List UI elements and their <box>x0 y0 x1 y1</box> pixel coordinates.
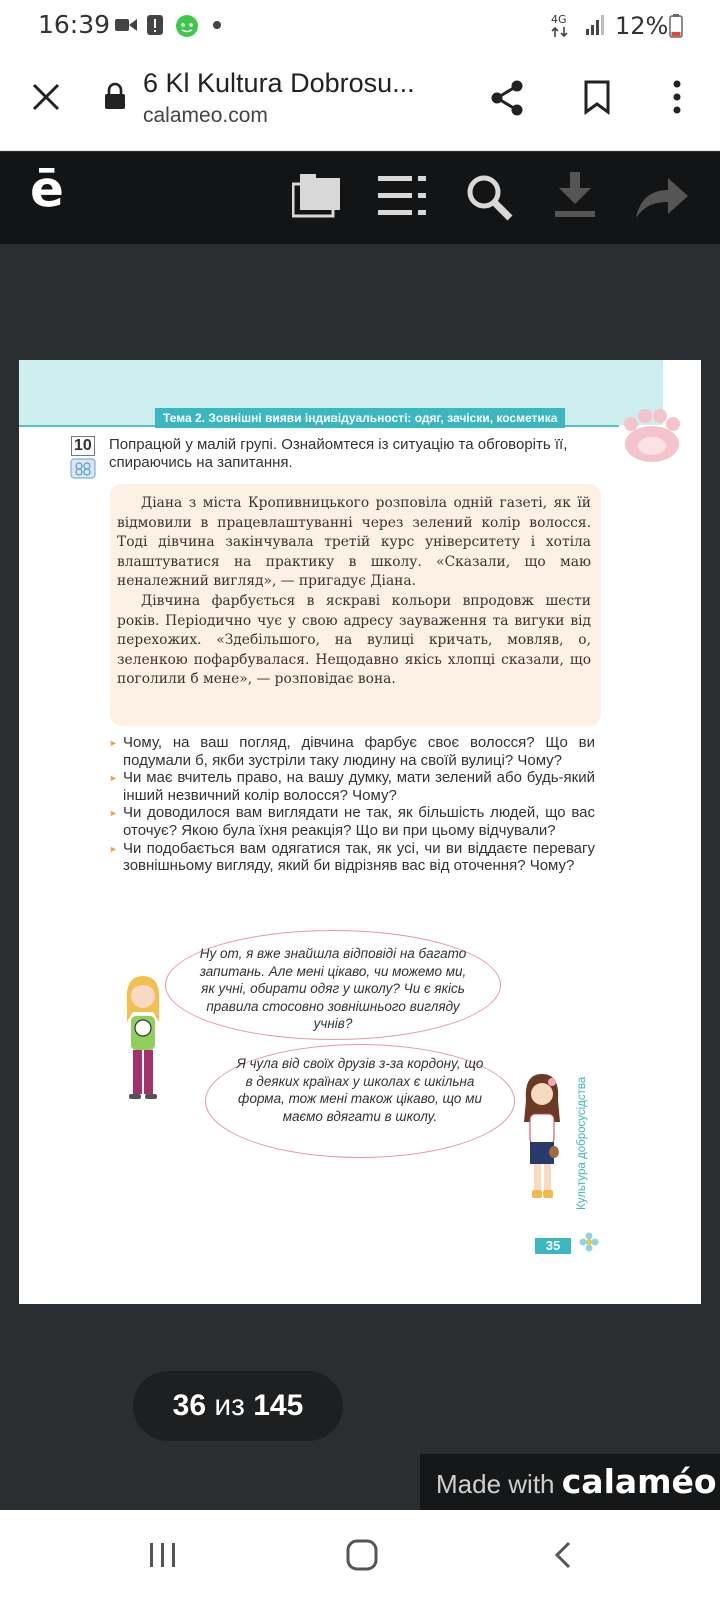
menu-icon[interactable] <box>378 176 428 216</box>
recent-apps-icon[interactable] <box>148 1540 178 1570</box>
library-icon[interactable] <box>292 174 342 218</box>
calameo-logo[interactable]: ē <box>30 160 64 218</box>
video-icon <box>115 17 137 33</box>
back-icon[interactable] <box>552 1540 574 1570</box>
page-title[interactable]: 6 Kl Kultura Dobrosu... <box>143 68 415 98</box>
more-options-icon[interactable] <box>672 80 682 114</box>
share-icon[interactable] <box>489 79 525 117</box>
brunette-girl-illustration <box>514 1070 570 1206</box>
android-face-icon <box>174 12 200 38</box>
search-icon[interactable] <box>466 174 514 222</box>
story-paragraph: Дівчина фарбується в яскраві кольори впродовж шести років. Періодично чує у свою адресу зауваження та вигуки від перехожих. «Здебільшого, на вулиці кричать, мовляв, о, зеленкою пофарбувалася. Нещодавно якісь хлопці сказали, що поголили б мене», — розповідає вона. <box>117 592 591 688</box>
home-icon[interactable] <box>346 1539 378 1571</box>
page-counter[interactable] <box>133 1371 343 1441</box>
story-text <box>117 494 591 690</box>
page-number: 35 <box>535 1238 571 1254</box>
calameo-brand: calaméo <box>561 1462 717 1501</box>
theme-header: Тема 2. Зовнішні вияви індивідуальності: одяг, зачіски, косметика <box>155 408 565 428</box>
system-nav-bar <box>0 1510 720 1600</box>
counter-separator: из <box>214 1389 245 1422</box>
made-with-label: Made with <box>436 1469 555 1499</box>
network-type: 4G <box>551 13 567 26</box>
task-intro: Попрацюй у малій групі. Ознайомтеся із ситуацію та обговоріть її, спираючись на запитання. <box>109 436 568 471</box>
group-work-icon <box>69 456 99 482</box>
browser-bar <box>0 52 720 151</box>
current-page: 36 <box>172 1389 207 1422</box>
question-item: ► Чи має вчитель право, на вашу думку, мати зелений або будь-який інший незвичний колір волосся? Чому? <box>109 769 595 804</box>
question-item: ► Чи подобається вам одягатися так, як усі, чи ви віддаєте перевагу зовнішньому вигляду, який би відрізняв вас від оточення? Чому? <box>109 840 595 875</box>
status-bar <box>0 0 720 52</box>
battery-icon <box>669 14 683 38</box>
question-list <box>109 734 595 875</box>
close-icon[interactable] <box>31 82 61 112</box>
download-icon[interactable] <box>555 172 595 218</box>
forward-share-icon[interactable] <box>636 176 688 218</box>
speech-bubble-1: Ну от, я вже знайшла відповіді на багато запитань. Але мені цікаво, чи можемо ми, як учні, обирати одяг у школу? Чи є якісь правила стосовно зовнішнього вигляду учнів? <box>165 930 501 1040</box>
paw-sticker-icon <box>617 404 687 466</box>
alert-icon <box>146 14 164 36</box>
question-item: ► Чому, на ваш погляд, дівчина фарбує своє волосся? Що ви подумали б, якби зустріли таку людину на своїй вулиці? Чому? <box>109 734 595 769</box>
speech-bubble-2: Я чула від своїх друзів з-за кордону, що в деяких країнах у школах є шкільна форма, тож мені також цікаво, що ми маємо вдягати в школу. <box>205 1044 515 1158</box>
side-label: Культура добросусідства <box>576 1076 588 1210</box>
total-pages: 145 <box>253 1389 304 1422</box>
signal-icon <box>586 14 606 36</box>
status-time: 16:39 <box>38 10 111 39</box>
task-number: 10 <box>71 436 95 456</box>
bookmark-icon[interactable] <box>583 79 611 115</box>
data-arrows-icon <box>551 26 569 38</box>
flower-icon <box>579 1232 599 1252</box>
viewer-toolbar <box>0 152 720 244</box>
story-paragraph: Діана з міста Кропивницького розповіла одній газеті, як їй відмовили в працевлаштуванні через зелений колір волосся. Тоді дівчина закінчувала третій курс університету і хотіла влаштуватися на практику в школу. «Сказали, що маю неналежний вигляд», — пригадує Діана. <box>117 495 591 590</box>
dot-icon <box>213 21 221 29</box>
made-with-badge[interactable] <box>420 1454 720 1510</box>
page-url[interactable]: calameo.com <box>143 104 268 127</box>
lock-icon <box>104 82 126 110</box>
blonde-girl-illustration <box>115 972 171 1110</box>
document-page <box>19 360 701 1304</box>
question-item: ► Чи доводилося вам виглядати не так, як більшість людей, що вас оточує? Якою була їхня реакція? Що ви при цьому відчували? <box>109 804 595 839</box>
battery-percent: 12% <box>615 12 669 40</box>
